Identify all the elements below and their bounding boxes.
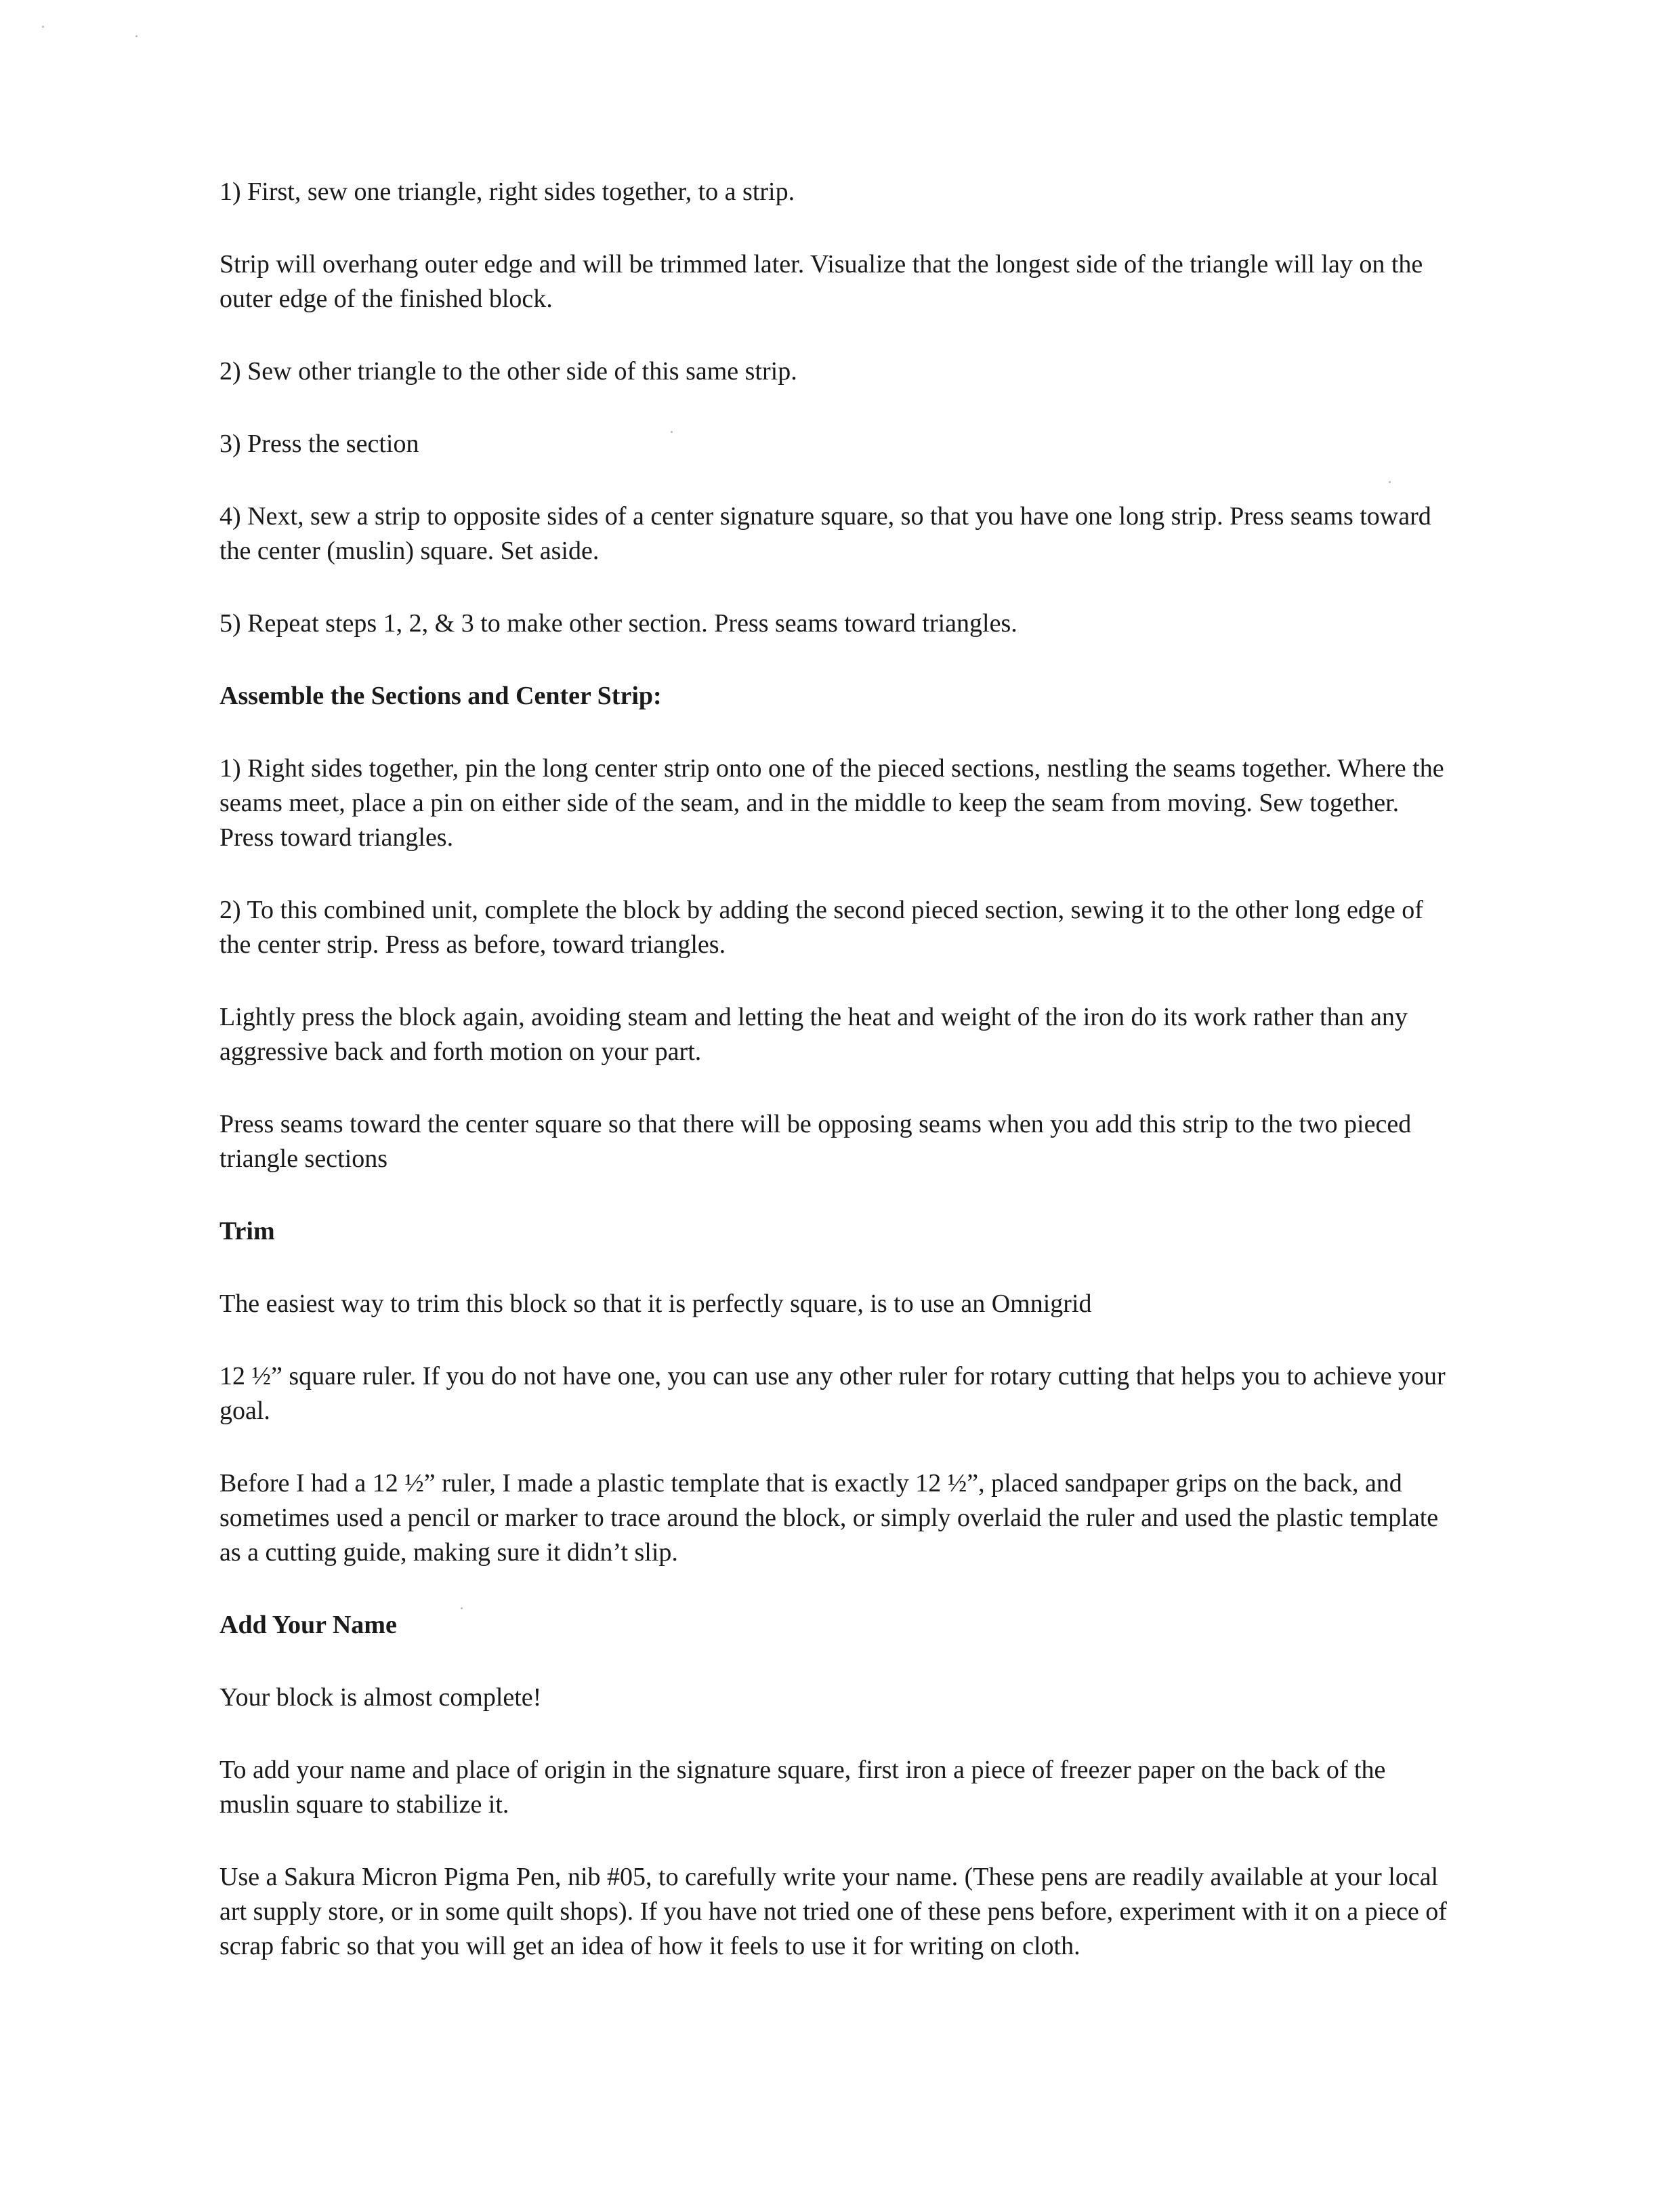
trim-paragraph: The easiest way to trim this block so that it is perfectly square, is to use an Omnigrid — [219, 1289, 1092, 1318]
trim-paragraph: Before I had a 12 ½” ruler, I made a plastic template that is exactly 12 ½”, placed sandpaper grips on the back, and sometimes used a pencil or marker to trace around the block, or simply overlaid the ruler and used the plastic template as a cutting guide, making sure it didn’t slip. — [219, 1469, 1439, 1567]
document-body — [219, 175, 1459, 2002]
scan-speck — [135, 35, 138, 37]
step-paragraph: Strip will overhang outer edge and will be trimmed later. Visualize that the longest side of the triangle will lay on the outer edge of the finished block. — [219, 250, 1423, 313]
step-paragraph: 3) Press the section — [219, 430, 419, 458]
assemble-paragraph: Lightly press the block again, avoiding steam and letting the heat and weight of the iron do its work rather than any aggressive back and forth motion on your part. — [219, 1003, 1408, 1066]
section-heading-trim: Trim — [219, 1217, 275, 1245]
section-heading-assemble: Assemble the Sections and Center Strip: — [219, 682, 662, 710]
assemble-paragraph: Press seams toward the center square so that there will be opposing seams when you add this strip to the two pieced triangle sections — [219, 1110, 1412, 1173]
step-paragraph: 5) Repeat steps 1, 2, & 3 to make other section. Press seams toward triangles. — [219, 609, 1017, 638]
section-heading-add-name: Add Your Name — [219, 1611, 397, 1639]
name-paragraph: Use a Sakura Micron Pigma Pen, nib #05, to carefully write your name. (These pens are readily available at your local art supply store, or in some quilt shops). If you have not tried one of these pens before, experiment with it on a piece of scrap fabric so that you will get an idea of how it feels to use it for writing on cloth. — [219, 1863, 1447, 1960]
step-paragraph: 2) Sew other triangle to the other side of this same strip. — [219, 357, 797, 386]
name-paragraph: To add your name and place of origin in the signature square, first iron a piece of freezer paper on the back of the muslin square to stabilize it. — [219, 1756, 1386, 1819]
assemble-paragraph: 1) Right sides together, pin the long center strip onto one of the pieced sections, nestling the seams together. Where the seams meet, place a pin on either side of the seam, and in the middle to keep the seam from moving. Sew together. Press toward triangles. — [219, 754, 1444, 852]
scan-speck — [42, 26, 44, 28]
step-paragraph: 1) First, sew one triangle, right sides together, to a strip. — [219, 178, 795, 206]
name-paragraph: Your block is almost complete! — [219, 1683, 542, 1712]
trim-paragraph: 12 ½” square ruler. If you do not have one, you can use any other ruler for rotary cutting that helps you to achieve your goal. — [219, 1362, 1446, 1425]
assemble-paragraph: 2) To this combined unit, complete the block by adding the second pieced section, sewing it to the other long edge of the center strip. Press as before, toward triangles. — [219, 896, 1423, 959]
step-paragraph: 4) Next, sew a strip to opposite sides of a center signature square, so that you have one long strip. Press seams toward the center (muslin) square. Set aside. — [219, 502, 1431, 565]
